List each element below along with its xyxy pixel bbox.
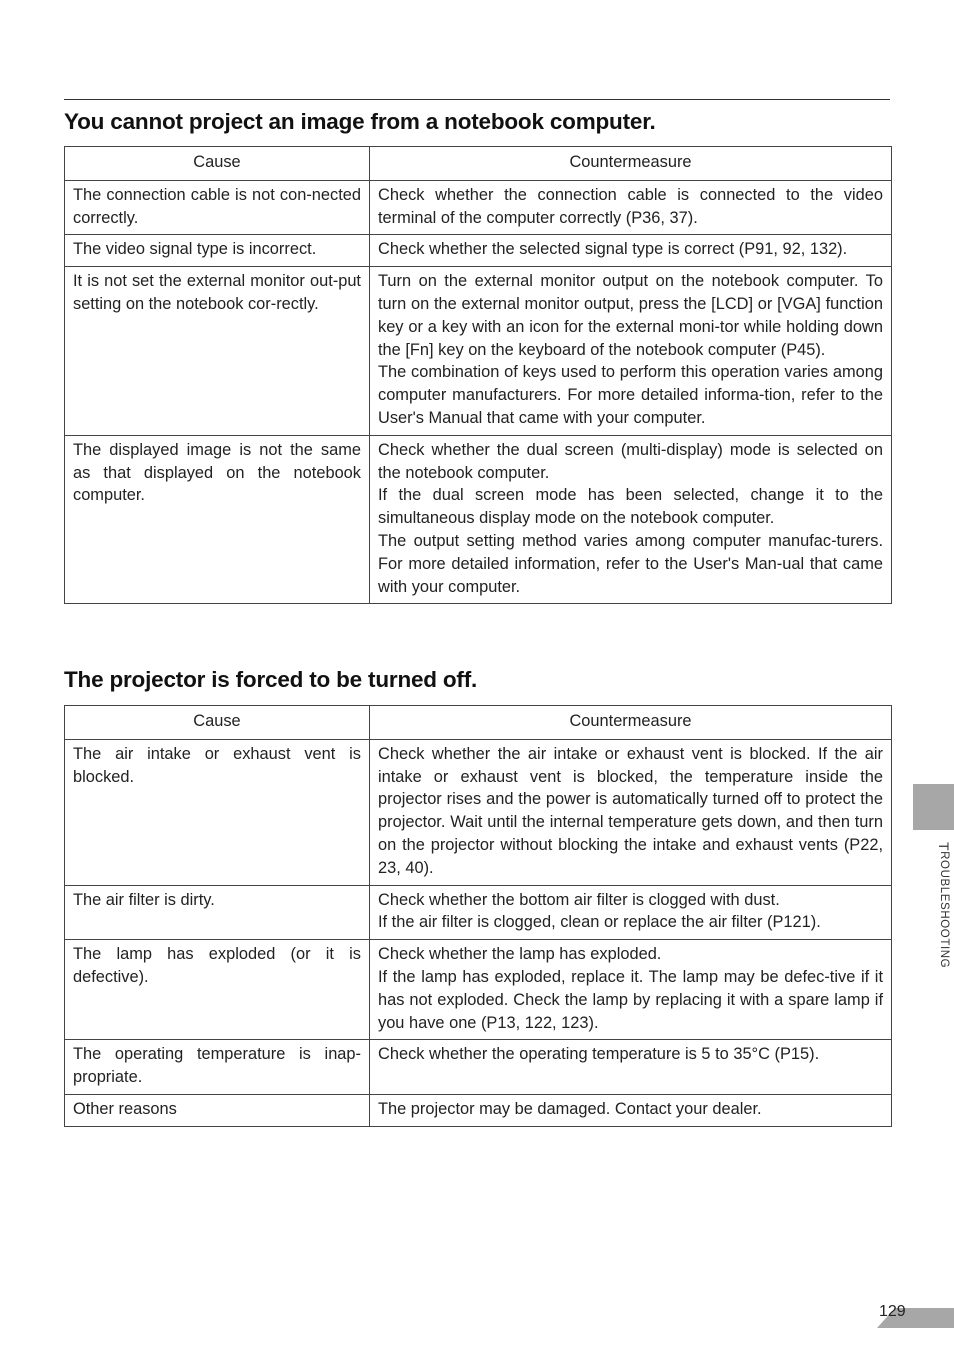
- table-row: [65, 739, 892, 885]
- cause-cell: The video signal type is incorrect.: [65, 235, 370, 267]
- table-row: [65, 435, 892, 604]
- table-row: [65, 940, 892, 1040]
- section-title-forced-off: The projector is forced to be turned off.: [64, 667, 478, 692]
- table-header-row: [65, 147, 892, 181]
- section-title-notebook: You cannot project an image from a notebook computer.: [64, 109, 656, 134]
- table-forced-off-troubleshooting: [64, 705, 892, 1127]
- chapter-label-rest: ROUBLESHOOTING: [938, 851, 950, 969]
- countermeasure-cell: Check whether the bottom air filter is clogged with dust. If the air filter is clogged, clean or replace the air filter (P121).: [370, 885, 892, 940]
- table-row: [65, 1040, 892, 1095]
- cause-cell: The air intake or exhaust vent is blocked.: [65, 739, 370, 885]
- countermeasure-cell: Check whether the air intake or exhaust vent is blocked. If the air intake or exhaust vent is blocked, the temperature inside the projector rises and the power is automatically turned off to protect the projector. Wait until the internal temperature gets down, and then turn on the projector without blocking the intake and exhaust vents (P22, 23, 40).: [370, 739, 892, 885]
- table-row: [65, 180, 892, 235]
- chapter-tab: [913, 784, 954, 830]
- cause-cell: The displayed image is not the same as that displayed on the notebook computer.: [65, 435, 370, 604]
- cause-cell: Other reasons: [65, 1094, 370, 1126]
- page-number: 129: [879, 1303, 906, 1320]
- cause-cell: It is not set the external monitor out-put setting on the notebook cor-rectly.: [65, 267, 370, 436]
- top-rule: [64, 99, 890, 100]
- countermeasure-cell: Check whether the lamp has exploded. If the lamp has exploded, replace it. The lamp may be defec-tive if it has not exploded. Check the lamp by replacing it with a spare lamp if you have one (P13, 122, 123).: [370, 940, 892, 1040]
- countermeasure-cell: Check whether the connection cable is connected to the video terminal of the computer correctly (P36, 37).: [370, 180, 892, 235]
- header-cause: Cause: [65, 706, 370, 740]
- table-notebook-troubleshooting: [64, 146, 892, 604]
- cause-cell: The operating temperature is inap-propriate.: [65, 1040, 370, 1095]
- chapter-label: [936, 842, 952, 968]
- table-row: [65, 267, 892, 436]
- header-countermeasure: Countermeasure: [370, 147, 892, 181]
- table-header-row: [65, 706, 892, 740]
- cause-cell: The lamp has exploded (or it is defective).: [65, 940, 370, 1040]
- countermeasure-cell: Check whether the dual screen (multi-display) mode is selected on the notebook computer. If the dual screen mode has been selected, change it to the simultaneous display mode on the notebook computer. The output setting method varies among computer manufac-turers. For more detailed information, refer to the User's Man-ual that came with your computer.: [370, 435, 892, 604]
- chapter-label-initial: T: [936, 842, 952, 852]
- header-countermeasure: Countermeasure: [370, 706, 892, 740]
- table-row: [65, 1094, 892, 1126]
- countermeasure-cell: The projector may be damaged. Contact your dealer.: [370, 1094, 892, 1126]
- table-row: [65, 235, 892, 267]
- table-row: [65, 885, 892, 940]
- cause-cell: The air filter is dirty.: [65, 885, 370, 940]
- header-cause: Cause: [65, 147, 370, 181]
- cause-cell: The connection cable is not con-nected correctly.: [65, 180, 370, 235]
- countermeasure-cell: Turn on the external monitor output on the notebook computer. To turn on the external monitor output, press the [LCD] or [VGA] function key or a key with an icon for the external moni-tor while holding down the [Fn] key on the keyboard of the notebook computer (P45). The combination of keys used to perform this operation varies among computer manufacturers. For more detailed informa-tion, refer to the User's Manual that came with your computer.: [370, 267, 892, 436]
- countermeasure-cell: Check whether the operating temperature is 5 to 35°C (P15).: [370, 1040, 892, 1095]
- countermeasure-cell: Check whether the selected signal type is correct (P91, 92, 132).: [370, 235, 892, 267]
